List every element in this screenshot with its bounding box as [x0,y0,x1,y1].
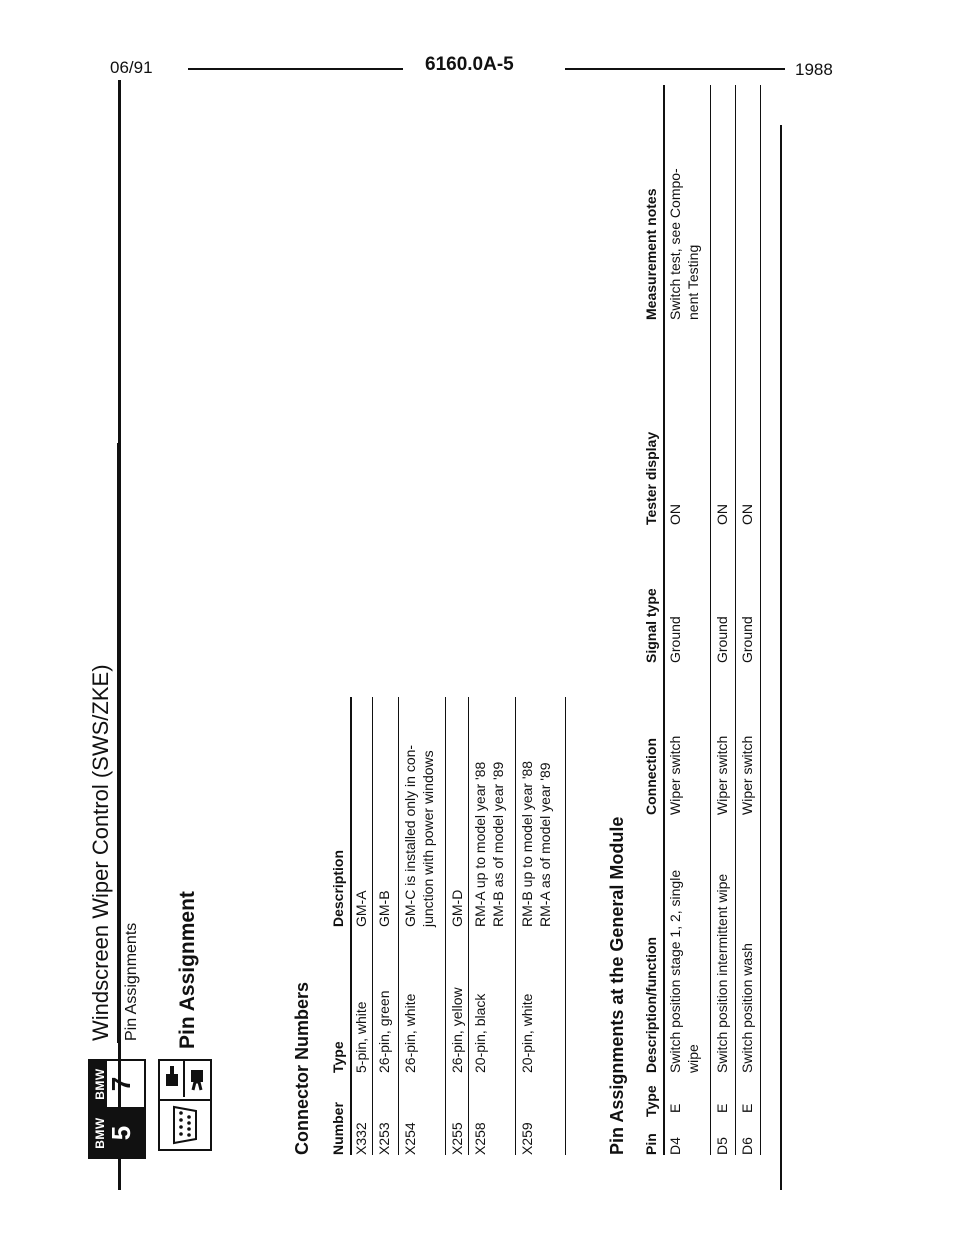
connector-type: 26-pin, white [402,993,418,1073]
header-date: 06/91 [110,58,153,77]
col-header-tester-display: Tester display [643,431,659,525]
table-rule [760,85,761,1155]
connector-description: RM-A up to model year '88 [472,761,488,927]
table-rule [710,85,711,1155]
connector-type: 26-pin, yellow [449,987,465,1073]
pin-connection: Wiper switch [667,735,683,815]
pin-type: E [739,1103,755,1113]
pin-measurement-notes: Switch test, see Compo- [667,168,683,320]
col-header-type: Type [330,1041,346,1073]
logo-series-7 [90,1061,144,1109]
pin-measurement-notes-cont: nent Testing [685,244,701,320]
connector-type: 20-pin, black [472,993,488,1073]
header-document-code: 6160.0A-5 [425,54,514,75]
connector-description: RM-B up to model year '88 [519,760,535,927]
bmw-series-logo [88,1059,146,1159]
col-header-pin: Pin [643,1133,659,1155]
table-rule [372,697,373,1155]
table-rule [445,697,446,1155]
pin-signal-type: Ground [739,616,755,663]
connector-type: 26-pin, green [376,990,392,1073]
pin-type: E [714,1103,730,1113]
logo-series-number: 7 [106,1076,136,1092]
page-title: Windscreen Wiper Control (SWS/ZKE) [88,664,113,1041]
connector-description: GM-B [376,890,392,927]
rotated-content [80,75,780,1175]
pin-signal-type: Ground [667,616,683,663]
pin-signal-type: Ground [714,616,730,663]
title-rule [117,443,119,1043]
connector-number: X255 [449,1122,465,1155]
logo-series-number: 5 [106,1125,136,1141]
connector-plug-icon [160,1099,210,1149]
pin-tester-display: ON [667,504,683,525]
connector-icon [158,1059,212,1151]
connector-number: X332 [353,1122,369,1155]
socket-symbol-icon [185,1059,210,1097]
col-header-description: Description [330,849,346,927]
pin-connection: Wiper switch [714,735,730,815]
connector-number: X254 [402,1122,418,1155]
logo-brand-text: BMW [90,1061,107,1107]
header-rule-left [188,68,403,70]
connector-number: X258 [472,1122,488,1155]
col-header-signal-type: Signal type [643,588,659,663]
table-rule [663,85,665,1155]
pin-connection: Wiper switch [739,735,755,815]
table-rule [735,85,736,1155]
connector-description: GM-C is installed only in con- [402,744,418,927]
pin-description: Switch position intermittent wipe [714,873,730,1073]
pin-assignments-heading: Pin Assignments at the General Module [607,816,627,1155]
connector-number: X253 [376,1122,392,1155]
table-rule [468,697,469,1155]
connector-description-cont: junction with power windows [420,750,436,927]
connector-number: X259 [519,1122,535,1155]
col-header-measurement-notes: Measurement notes [643,188,659,320]
pin-description-cont: wipe [685,1044,701,1073]
pin-description: Switch position stage 1, 2, single [667,869,683,1073]
logo-brand-text: BMW [93,1117,107,1149]
table-rule [350,697,352,1155]
header-rule-right [565,68,785,70]
connector-numbers-heading: Connector Numbers [292,981,312,1155]
pin-id: D4 [667,1137,683,1155]
table-rule [515,697,516,1155]
col-header-type: Type [643,1085,659,1117]
page-rule-right [780,125,782,1190]
col-header-number: Number [330,1102,346,1155]
connector-type: 20-pin, white [519,993,535,1073]
pin-id: D6 [739,1137,755,1155]
pin-tester-display: ON [714,504,730,525]
col-header-connection: Connection [643,738,659,815]
header-year: 1988 [795,60,833,79]
page-subtitle: Pin Assignments [123,922,140,1041]
connector-description-cont: RM-B as of model year '89 [490,761,506,927]
connector-description: GM-A [353,890,369,927]
table-rule [565,697,566,1155]
table-rule [398,697,399,1155]
col-header-description: Description/function [643,936,659,1073]
logo-series-5 [90,1109,144,1157]
pin-tester-display: ON [739,504,755,525]
pin-id: D5 [714,1137,730,1155]
connector-description: GM-D [449,889,465,927]
connector-type: 5-pin, white [353,1001,369,1073]
pin-symbol-icon [160,1059,185,1097]
pin-description: Switch position wash [739,943,755,1073]
pin-type: E [667,1103,683,1113]
connector-description-cont: RM-A as of model year '89 [537,762,553,927]
section-heading: Pin Assignment [176,891,199,1049]
